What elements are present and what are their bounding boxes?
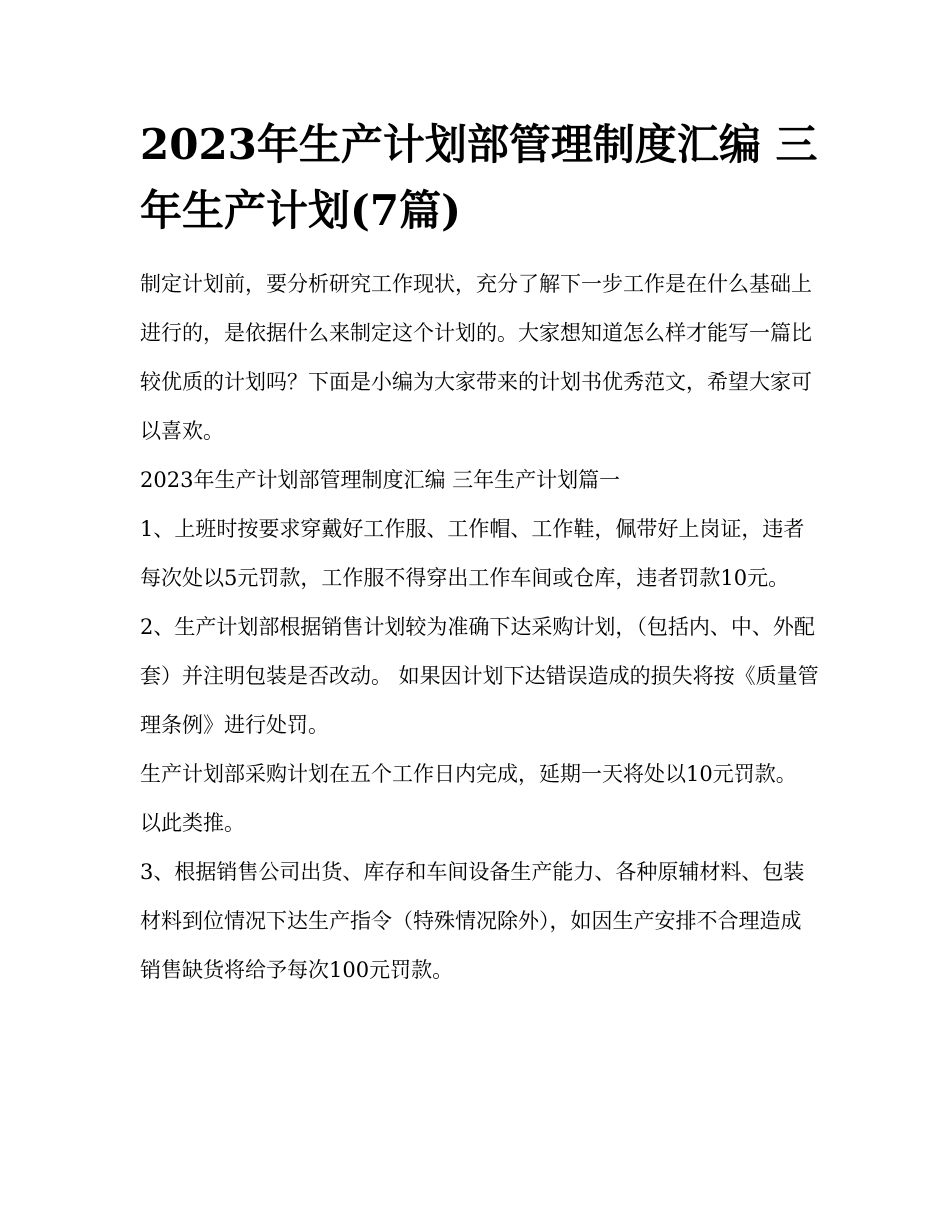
section-heading: 2023年生产计划部管理制度汇编 三年生产计划篇一 — [140, 468, 621, 492]
rule-item-3: 3、根据销售公司出货、库存和车间设备生产能力、各种原辅材料、包装材料到位情况下达生产指令（特殊情况除外），如因生产安排不合理造成销售缺货将给予每次100元罚款。 — [140, 860, 805, 982]
rule-item-2: 2、生产计划部根据销售计划较为准确下达采购计划，（包括内、中、外配套）并注明包装是否改动。 如果因计划下达错误造成的损失将按《质量管理条例》进行处罚。 — [140, 615, 819, 737]
rule-item-2-note: 生产计划部采购计划在五个工作日内完成，延期一天将处以10元罚款。 以此类推。 — [140, 762, 797, 835]
document-page — [140, 112, 820, 995]
rule-item-1: 1、上班时按要求穿戴好工作服、工作帽、工作鞋，佩带好上岗证，违者每次处以5元罚款，工作服不得穿出工作车间或仓库，违者罚款10元。 — [140, 517, 805, 590]
intro-paragraph: 制定计划前，要分析研究工作现状，充分了解下一步工作是在什么基础上进行的，是依据什么来制定这个计划的。大家想知道怎么样才能写一篇比较优质的计划吗？下面是小编为大家带来的计划书优秀范文，希望大家可以喜欢。 — [140, 272, 812, 443]
document-title: 2023年生产计划部管理制度汇编 三年生产计划(7篇) — [140, 120, 818, 235]
